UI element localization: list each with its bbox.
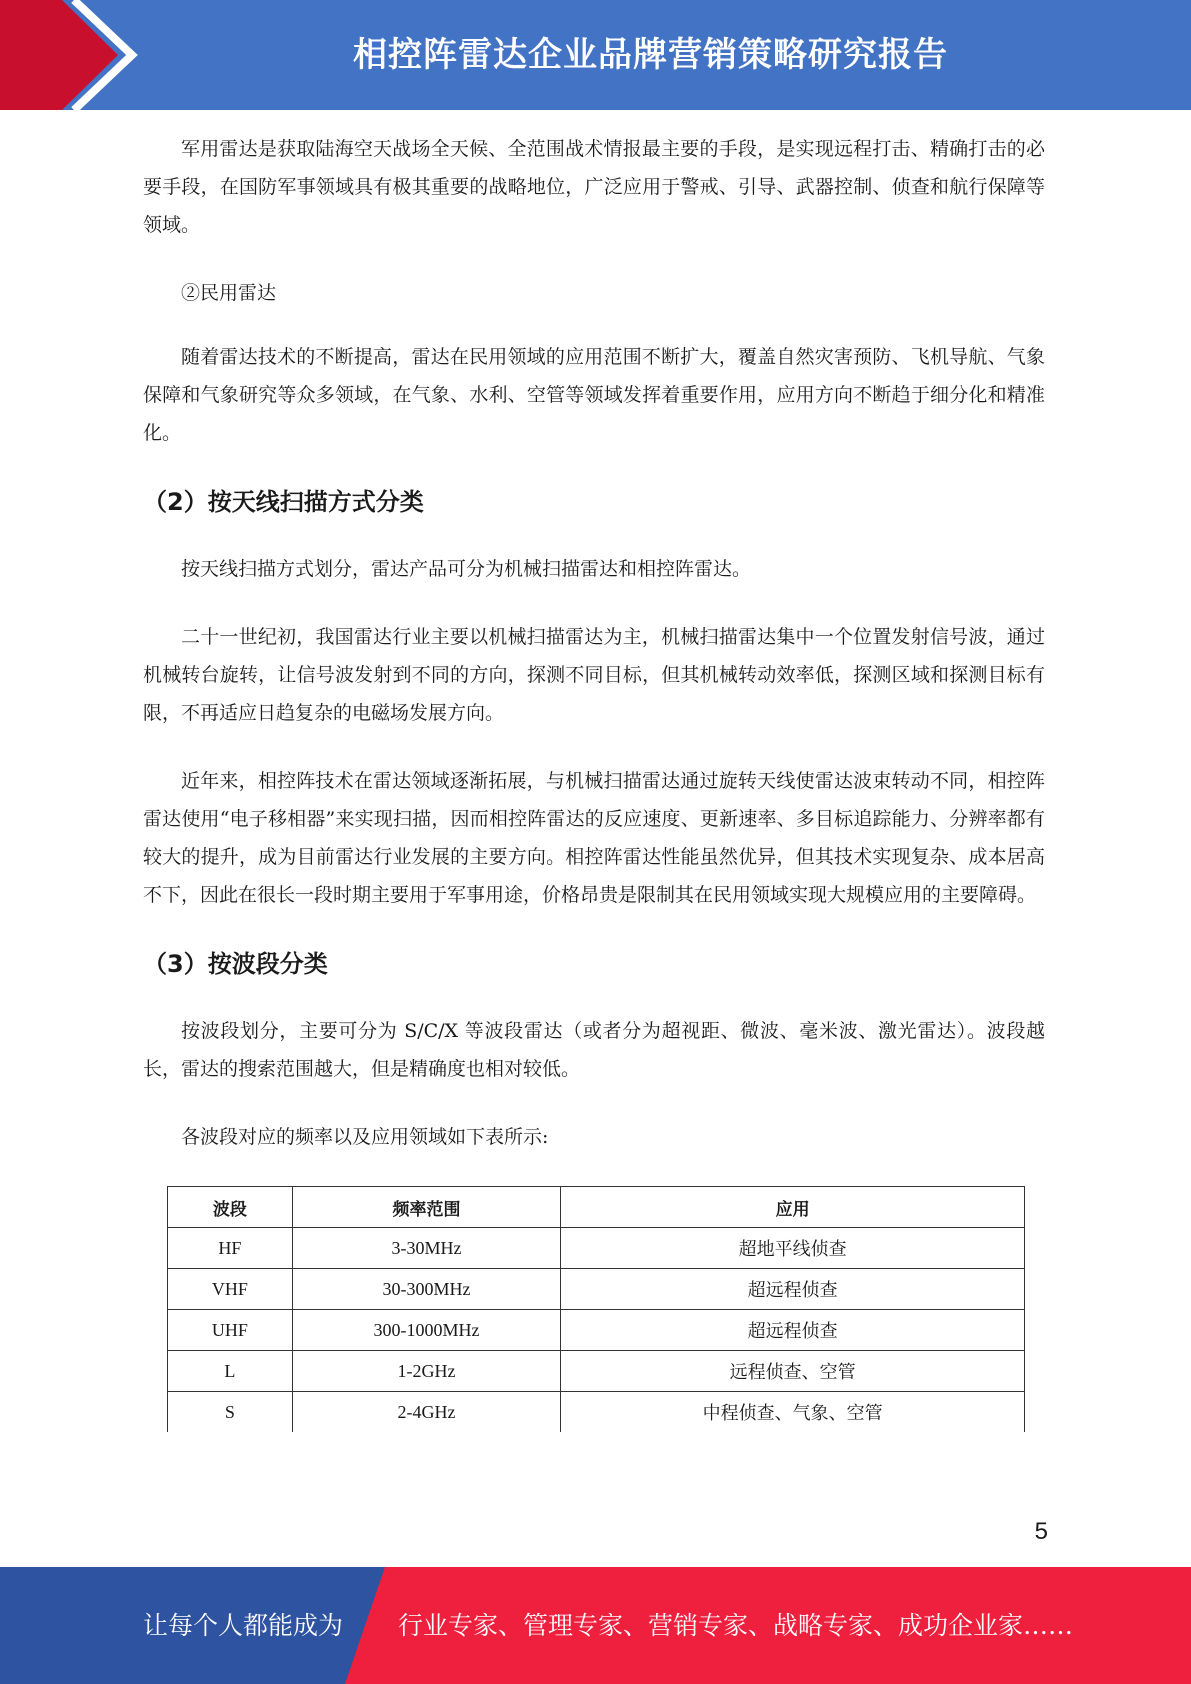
- cell-application: 中程侦查、气象、空管: [561, 1392, 1025, 1433]
- cell-application: 远程侦查、空管: [561, 1351, 1025, 1392]
- cell-band: VHF: [168, 1269, 293, 1310]
- footer-slogan-left: 让每个人都能成为: [143, 1611, 344, 1640]
- table-row: [168, 1228, 1025, 1269]
- cell-frequency: 2-4GHz: [292, 1392, 560, 1433]
- header-arrow-decoration: [0, 0, 150, 110]
- section-heading-antenna-scan: （2）按天线扫描方式分类: [143, 488, 424, 516]
- table-row: [168, 1351, 1025, 1392]
- cell-band: S: [168, 1392, 293, 1433]
- cell-application: 超远程侦查: [561, 1269, 1025, 1310]
- paragraph-band-intro: 按波段划分，主要可分为 S/C/X 等波段雷达（或者分为超视距、微波、毫米波、激光雷达）。波段越长，雷达的搜索范围越大，但是精确度也相对较低。: [143, 1020, 1045, 1080]
- cell-frequency: 3-30MHz: [292, 1228, 560, 1269]
- header-title: 相控阵雷达企业品牌营销策略研究报告: [353, 35, 948, 75]
- band-frequency-table: [167, 1186, 1025, 1432]
- table-row: [168, 1269, 1025, 1310]
- cell-band: UHF: [168, 1310, 293, 1351]
- cell-frequency: 1-2GHz: [292, 1351, 560, 1392]
- page-content: [143, 130, 1045, 1432]
- column-header-frequency: 频率范围: [292, 1187, 560, 1228]
- paragraph-phased-array: 近年来，相控阵技术在雷达领域逐渐拓展，与机械扫描雷达通过旋转天线使雷达波束转动不同，相控阵雷达使用“电子移相器”来实现扫描，因而相控阵雷达的反应速度、更新速率、多目标追踪能力、分辨率都有较大的提升，成为目前雷达行业发展的主要方向。相控阵雷达性能虽然优异，但其技术实现复杂、成本居高不下，因此在很长一段时期主要用于军事用途，价格昂贵是限制其在民用领域实现大规模应用的主要障碍。: [143, 770, 1045, 906]
- table-row: [168, 1310, 1025, 1351]
- paragraph-civil-radar: 随着雷达技术的不断提高，雷达在民用领域的应用范围不断扩大，覆盖自然灾害预防、飞机导航、气象保障和气象研究等众多领域，在气象、水利、空管等领域发挥着重要作用，应用方向不断趋于细分化和精准化。: [143, 346, 1045, 444]
- cell-application: 超远程侦查: [561, 1310, 1025, 1351]
- paragraph-antenna-scan-intro: 按天线扫描方式划分，雷达产品可分为机械扫描雷达和相控阵雷达。: [181, 558, 752, 580]
- cell-application: 超地平线侦查: [561, 1228, 1025, 1269]
- footer-slogan-right: 行业专家、管理专家、营销专家、战略专家、成功企业家……: [398, 1611, 1074, 1640]
- section-heading-band: （3）按波段分类: [143, 950, 328, 978]
- column-header-application: 应用: [561, 1187, 1025, 1228]
- cell-frequency: 300-1000MHz: [292, 1310, 560, 1351]
- table-row: [168, 1392, 1025, 1433]
- cell-band: L: [168, 1351, 293, 1392]
- table-header-row: [168, 1187, 1025, 1228]
- paragraph-military-radar: 军用雷达是获取陆海空天战场全天候、全范围战术情报最主要的手段，是实现远程打击、精确打击的必要手段，在国防军事领域具有极其重要的战略地位，广泛应用于警戒、引导、武器控制、侦查和航行保障等领域。: [143, 138, 1045, 236]
- page-header: [0, 0, 1191, 110]
- paragraph-table-intro: 各波段对应的频率以及应用领域如下表所示:: [181, 1126, 549, 1148]
- cell-frequency: 30-300MHz: [292, 1269, 560, 1310]
- cell-band: HF: [168, 1228, 293, 1269]
- page-number: 5: [1034, 1518, 1048, 1545]
- column-header-band: 波段: [168, 1187, 293, 1228]
- subheading-civil-radar: ②民用雷达: [181, 282, 277, 304]
- paragraph-mechanical-scan: 二十一世纪初，我国雷达行业主要以机械扫描雷达为主，机械扫描雷达集中一个位置发射信号波，通过机械转台旋转，让信号波发射到不同的方向，探测不同目标，但其机械转动效率低，探测区域和探测目标有限，不再适应日趋复杂的电磁场发展方向。: [143, 626, 1045, 724]
- page-footer: [0, 1567, 1191, 1684]
